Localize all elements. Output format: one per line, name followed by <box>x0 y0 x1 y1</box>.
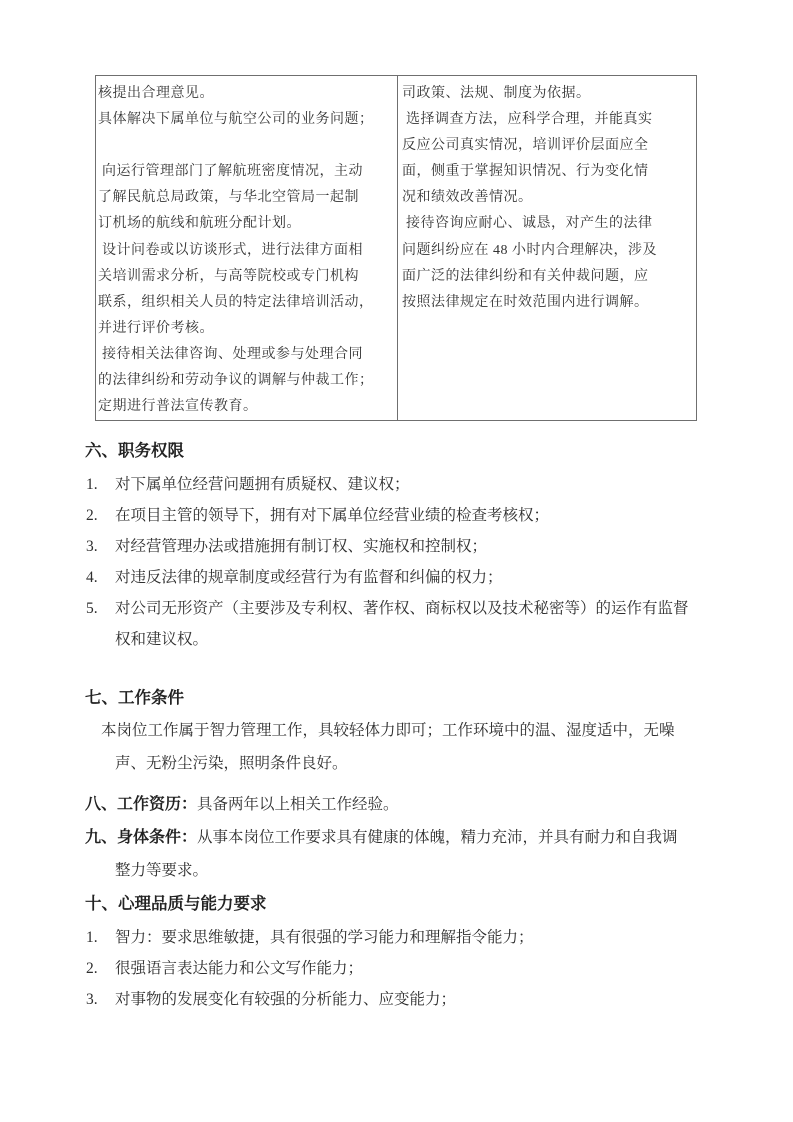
list-item-number: 1. <box>86 929 98 946</box>
position-description-table <box>95 75 697 421</box>
table-cell-line: 接待相关法律咨询、处理或参与处理合同 <box>98 346 363 362</box>
list-item-text: 对下属单位经营问题拥有质疑权、建议权； <box>115 476 410 493</box>
table-cell-line: 按照法律规定在时效范围内进行调解。 <box>402 294 649 310</box>
table-cell-line: 问题纠纷应在 48 小时内合理解决，涉及 <box>402 242 657 258</box>
table-cell-line: 的法律纠纷和劳动争议的调解与仲裁工作； <box>98 373 374 389</box>
list-item-text: 很强语言表达能力和公文写作能力； <box>115 960 364 977</box>
physical-label: 九、身体条件： <box>85 829 198 846</box>
list-item-number: 5. <box>86 600 98 617</box>
table-cell-line: 核提出合理意见。 <box>98 86 214 101</box>
authority-list <box>85 469 690 655</box>
table-cell-line: 面广泛的法律纠纷和有关仲裁问题，应 <box>402 268 649 284</box>
table-cell-line: 设计问卷或以访谈形式，进行法律方面相 <box>98 242 363 258</box>
list-item-number: 2. <box>86 507 98 524</box>
table-column-duties <box>96 76 398 420</box>
list-item-text: 在项目主管的领导下，拥有对下属单位经营业绩的检查考核权； <box>115 507 550 524</box>
table-cell-line: 关培训需求分析，与高等院校或专门机构 <box>98 268 359 284</box>
list-item <box>85 984 690 1015</box>
section-heading-authority: 六、职务权限 <box>85 441 184 460</box>
table-cell-line: 反应公司真实情况，培训评价层面应全 <box>402 138 649 154</box>
section-physical <box>85 821 690 887</box>
document-page <box>85 75 710 1015</box>
document-body <box>85 434 690 1015</box>
table-cell-line: 选择调查方法，应科学合理，并能真实 <box>402 112 653 128</box>
table-cell-line: 订机场的航线和航班分配计划。 <box>98 216 301 232</box>
experience-label: 八、工作资历： <box>85 796 198 813</box>
list-item <box>85 953 690 984</box>
section-heading-conditions: 七、工作条件 <box>85 688 184 707</box>
experience-text: 具备两年以上相关工作经验。 <box>197 796 399 813</box>
psych-list <box>85 922 690 1015</box>
list-item-text: 对事物的发展变化有较强的分析能力、应变能力； <box>115 991 457 1008</box>
table-cell-line: 面，侧重于掌握知识情况、行为变化情 <box>402 164 649 180</box>
list-item-text: 对公司无形资产（主要涉及专利权、著作权、商标权以及技术秘密等）的运作有监督权和建议权。 <box>115 600 689 648</box>
table-cell-line: 向运行管理部门了解航班密度情况，主动 <box>98 164 363 180</box>
list-item-number: 3. <box>86 991 98 1008</box>
section-heading-psych: 十、心理品质与能力要求 <box>85 894 267 913</box>
table-cell-line: 定期进行普法宣传教育。 <box>98 399 258 415</box>
section-experience <box>85 788 690 821</box>
table-cell-line: 了解民航总局政策，与华北空管局一起制 <box>98 190 359 206</box>
table-cell-line: 具体解决下属单位与航空公司的业务问题； <box>98 112 374 128</box>
physical-text: 从事本岗位工作要求具有健康的体魄，精力充沛，并具有耐力和自我调整力等要求。 <box>115 829 678 879</box>
list-item-text: 对违反法律的规章制度或经营行为有监督和纠偏的权力； <box>115 569 503 586</box>
table-column-standards <box>398 76 696 420</box>
table-cell-line: 况和绩效改善情况。 <box>402 190 533 206</box>
list-item-number: 2. <box>86 960 98 977</box>
conditions-paragraph: 本岗位工作属于智力管理工作，具较轻体力即可；工作环境中的温、湿度适中，无噪声、无粉尘污染，照明条件良好。 <box>101 722 675 772</box>
list-item <box>85 500 690 531</box>
table-cell-line: 并进行评价考核。 <box>98 320 214 336</box>
list-item-number: 4. <box>86 569 98 586</box>
list-item <box>85 593 690 655</box>
table-cell-line: 接待咨询应耐心、诚恳，对产生的法律 <box>402 216 653 232</box>
list-item <box>85 531 690 562</box>
list-item <box>85 562 690 593</box>
list-item <box>85 469 690 500</box>
table-cell-line: 司政策、法规、制度为依据。 <box>402 86 591 101</box>
list-item <box>85 922 690 953</box>
list-item-number: 1. <box>86 476 98 493</box>
table-cell-line: 联系，组织相关人员的特定法律培训活动， <box>98 294 374 310</box>
list-item-number: 3. <box>86 538 98 555</box>
list-item-text: 智力：要求思维敏捷，具有很强的学习能力和理解指令能力； <box>115 929 534 946</box>
table-cell-line <box>98 133 395 159</box>
list-item-text: 对经营管理办法或措施拥有制订权、实施权和控制权； <box>115 538 488 555</box>
